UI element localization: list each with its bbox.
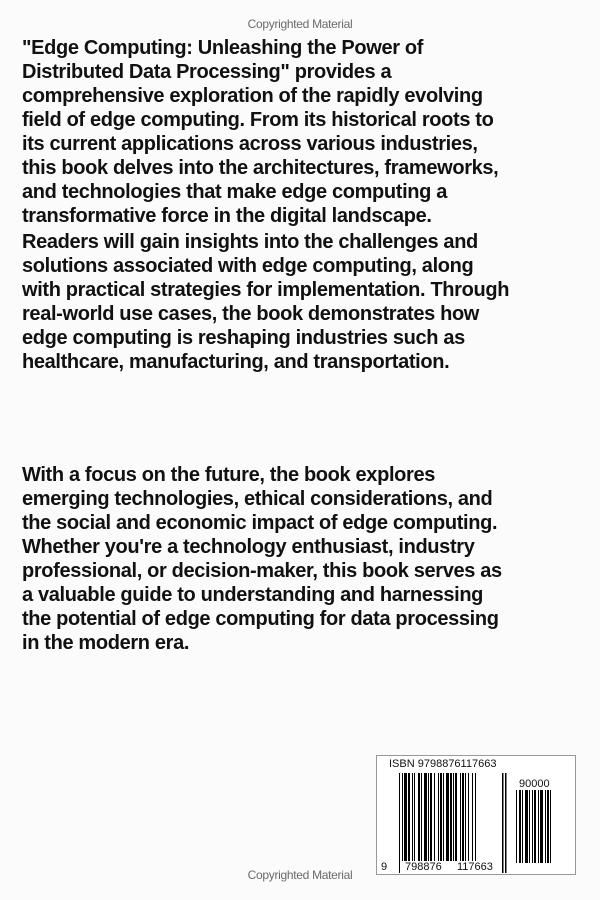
barcode-bar <box>516 790 517 863</box>
price-code: 90000 <box>519 778 550 790</box>
barcode-bar <box>460 773 461 861</box>
barcode-bar <box>540 790 543 863</box>
barcode-bar <box>502 773 504 873</box>
text-line: real-world use cases, the book demonstrates how <box>22 303 480 325</box>
text-line: healthcare, manufacturing, and transportation. <box>22 351 450 373</box>
watermark-top: Copyrighted Material <box>247 17 353 31</box>
barcode-bar <box>525 790 528 863</box>
text-line: "Edge Computing: Unleashing the Power of <box>22 37 424 59</box>
barcode-bar <box>418 773 420 861</box>
text-line: transformative force in the digital landscape. <box>22 205 432 227</box>
barcode-bar <box>453 773 454 861</box>
description-paragraph-1 <box>22 36 597 228</box>
description-paragraph-2 <box>22 230 597 374</box>
barcode-bar <box>430 773 432 861</box>
barcode-bar <box>472 773 473 861</box>
barcode-bar <box>424 773 427 861</box>
barcode-bar <box>434 773 435 861</box>
barcode-bar <box>505 773 507 873</box>
barcode-digits-group2: 117663 <box>457 861 493 873</box>
text-line: the social and economic impact of edge computing. <box>22 512 498 534</box>
barcode-bar <box>519 790 521 863</box>
text-line: its current applications across various industries, <box>22 133 478 155</box>
text-line: Readers will gain insights into the challenges and <box>22 231 478 253</box>
text-line: With a focus on the future, the book explores <box>22 464 435 486</box>
barcode-bar <box>408 773 410 861</box>
barcode-bar <box>475 773 476 861</box>
barcode-digits-group1: 798876 <box>405 861 442 873</box>
barcode-digit-first: 9 <box>381 861 388 873</box>
text-line: Distributed Data Processing" provides a <box>22 61 392 83</box>
text-line: a valuable guide to understanding and harnessing <box>22 584 484 606</box>
text-line: and technologies that make edge computing a <box>22 181 448 203</box>
barcode-bar <box>412 773 413 861</box>
barcode-bar <box>428 773 429 861</box>
text-line: comprehensive exploration of the rapidly evolving <box>22 85 483 107</box>
text-line: with practical strategies for implementation. Through <box>22 279 510 301</box>
barcode-bars <box>377 756 575 874</box>
barcode-bar <box>450 773 452 861</box>
barcode-bar <box>402 773 403 861</box>
isbn-barcode <box>376 755 576 875</box>
barcode-bar <box>421 773 422 861</box>
text-line: edge computing is reshaping industries such as <box>22 327 465 349</box>
barcode-bar <box>404 773 407 861</box>
barcode-bar <box>522 790 523 863</box>
text-line: Whether you're a technology enthusiast, industry <box>22 536 475 558</box>
barcode-bar <box>438 773 439 861</box>
text-line: the potential of edge computing for data processing <box>22 608 499 630</box>
barcode-bar <box>462 773 464 861</box>
barcode-bar <box>440 773 442 861</box>
barcode-bar <box>414 773 415 861</box>
barcode-bar <box>529 790 530 863</box>
description-paragraph-3 <box>22 463 597 655</box>
barcode-bar <box>550 790 551 863</box>
barcode-bar <box>538 790 539 863</box>
text-line: this book delves into the architectures, frameworks, <box>22 157 499 179</box>
barcode-bar <box>399 773 400 873</box>
text-line: field of edge computing. From its historical roots to <box>22 109 494 131</box>
barcode-bar <box>545 790 546 863</box>
barcode-bar <box>443 773 444 861</box>
barcode-bar <box>465 773 466 861</box>
text-line: in the modern era. <box>22 632 190 654</box>
barcode-bar <box>468 773 469 861</box>
watermark-bottom: Copyrighted Material <box>247 868 353 882</box>
barcode-bar <box>446 773 449 861</box>
text-line: professional, or decision-maker, this book serves as <box>22 560 502 582</box>
text-line: solutions associated with edge computing, along <box>22 255 474 277</box>
barcode-bar <box>547 790 549 863</box>
barcode-bar <box>455 773 457 861</box>
barcode-bar <box>534 790 536 863</box>
barcode-bar <box>532 790 533 863</box>
text-line: emerging technologies, ethical considerations, and <box>22 488 493 510</box>
isbn-label: ISBN 9798876117663 <box>389 758 497 770</box>
